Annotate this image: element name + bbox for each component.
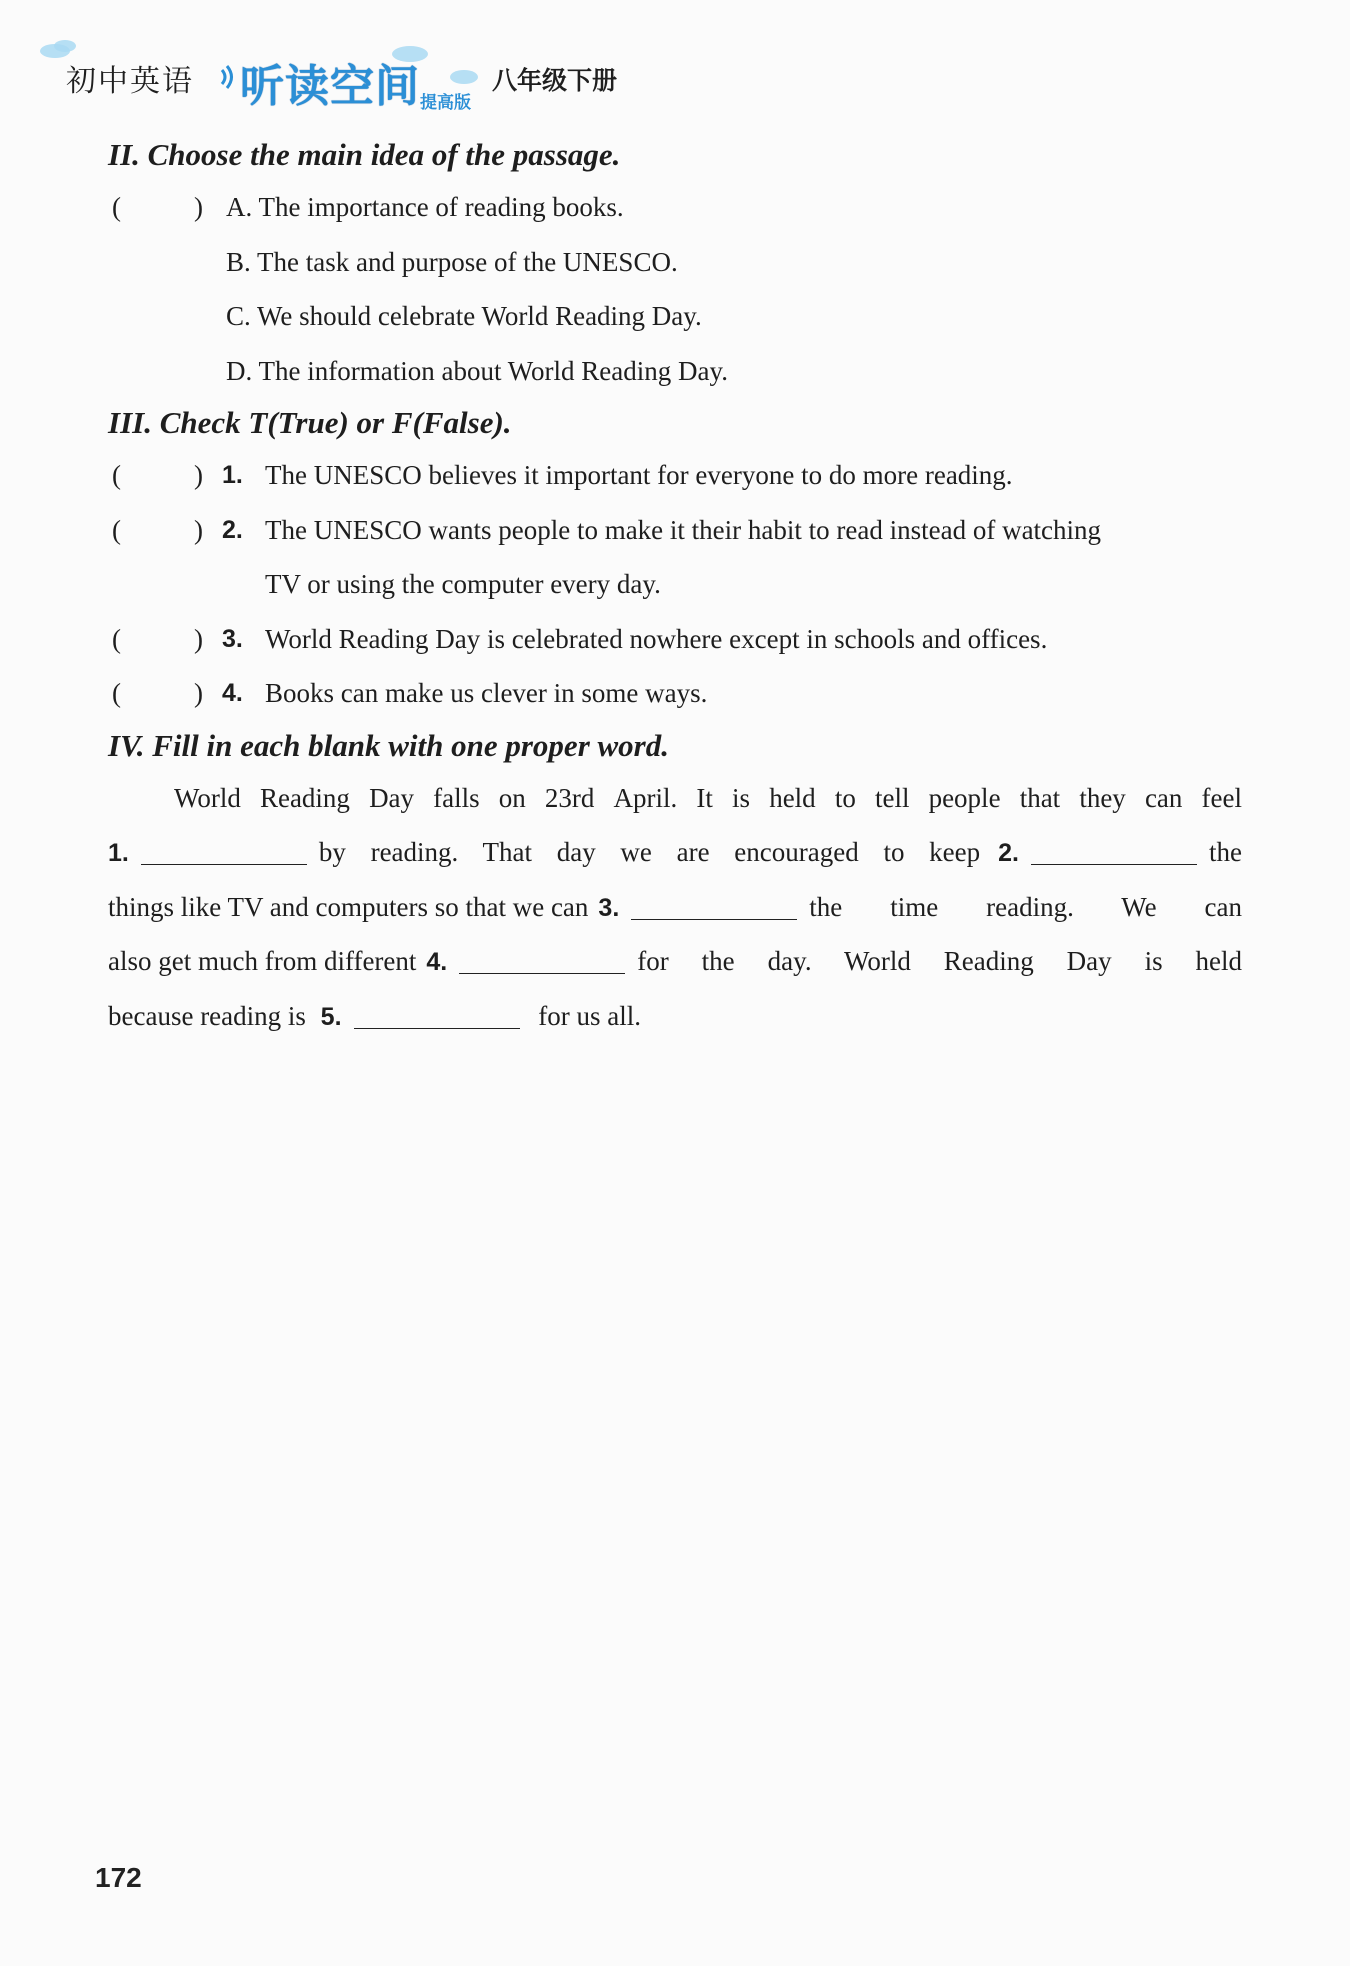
option-d: D. The information about World Reading Day. bbox=[226, 355, 728, 386]
answer-blank-1[interactable] bbox=[141, 834, 307, 865]
passage-text: for the day. World Reading Day is held bbox=[637, 946, 1242, 976]
tf-item: ( ) 1. The UNESCO believes it important for everyone to do more reading. bbox=[108, 448, 1242, 503]
tf-item: ( ) 2. The UNESCO wants people to make it their habit to read instead of watching bbox=[108, 503, 1242, 558]
blank-number: 3. bbox=[598, 893, 620, 922]
passage-word: is bbox=[732, 782, 751, 813]
passage-line bbox=[108, 771, 1242, 826]
option-c: C. We should celebrate World Reading Day. bbox=[226, 301, 702, 331]
passage-word: Reading bbox=[259, 782, 350, 813]
answer-blank-4[interactable] bbox=[459, 943, 625, 974]
passage-text: by reading. That day we are encouraged to keep bbox=[318, 837, 981, 867]
tf-item: ( ) 4. Books can make us clever in some ways. bbox=[108, 666, 1242, 721]
edition-label: 提高版 bbox=[420, 93, 471, 113]
passage-text: because reading is bbox=[108, 1000, 306, 1031]
option-row bbox=[108, 235, 1242, 290]
passage-word: that bbox=[1019, 782, 1061, 813]
section-3-title: III. Check T(True) or F(False). bbox=[108, 405, 512, 440]
passage-text: things like TV and computers so that we can bbox=[108, 891, 589, 922]
passage-word: Day bbox=[369, 782, 415, 813]
page-number: 172 bbox=[95, 1862, 142, 1893]
passage-word: people bbox=[928, 782, 1001, 813]
passage-text: also get much from different bbox=[108, 946, 417, 976]
passage-word: on bbox=[498, 782, 526, 813]
answer-blank-2[interactable] bbox=[1031, 834, 1197, 865]
option-row bbox=[108, 289, 1242, 344]
blank-number: 2. bbox=[998, 839, 1019, 867]
option-row bbox=[108, 344, 1242, 399]
grade-label: 八年级下册 bbox=[492, 66, 618, 95]
item-text: World Reading Day is celebrated nowhere except in schools and offices. bbox=[265, 623, 1048, 654]
blank-number: 1. bbox=[108, 839, 129, 867]
item-number: 2. bbox=[222, 515, 243, 544]
passage-word: It bbox=[696, 782, 713, 813]
section-4-title: IV. Fill in each blank with one proper word. bbox=[108, 727, 669, 763]
passage-line bbox=[108, 989, 1242, 1044]
passage-text: for us all. bbox=[538, 1000, 642, 1031]
passage-word: they bbox=[1079, 782, 1126, 813]
cloud-decoration bbox=[54, 40, 76, 52]
passage-word: to bbox=[834, 782, 856, 813]
item-text: The UNESCO wants people to make it their habit to read instead of watching bbox=[265, 514, 1102, 545]
exercise-content bbox=[108, 130, 1242, 1043]
passage-word: tell bbox=[874, 782, 910, 813]
answer-blank-3[interactable] bbox=[631, 889, 797, 920]
option-a: A. The importance of reading books. bbox=[226, 192, 624, 222]
item-text: Books can make us clever in some ways. bbox=[265, 678, 708, 708]
tf-item-continuation bbox=[108, 557, 1242, 612]
passage-word: feel bbox=[1201, 782, 1242, 813]
item-text: TV or using the computer every day. bbox=[265, 569, 661, 599]
brand-logo: 听读空间 bbox=[240, 61, 420, 112]
passage-word: April. bbox=[613, 782, 678, 813]
item-number: 4. bbox=[222, 679, 243, 707]
passage-line bbox=[108, 825, 1242, 880]
section-2-title: II. Choose the main idea of the passage. bbox=[108, 137, 621, 172]
answer-blank-5[interactable] bbox=[354, 998, 520, 1029]
tf-item: ( ) 3. World Reading Day is celebrated nowhere except in schools and offices. bbox=[108, 612, 1242, 667]
passage-word: can bbox=[1144, 782, 1183, 813]
blank-number: 5. bbox=[320, 1002, 342, 1031]
passage-word: held bbox=[769, 782, 816, 813]
cloud-decoration bbox=[450, 70, 478, 84]
passage-text: the bbox=[1209, 837, 1242, 867]
blank-number: 4. bbox=[426, 948, 448, 976]
sound-wave-icon bbox=[218, 60, 240, 94]
item-number: 1. bbox=[222, 461, 243, 489]
series-title: 初中英语 bbox=[66, 64, 194, 99]
option-b: B. The task and purpose of the UNESCO. bbox=[226, 246, 678, 277]
passage-word: falls bbox=[433, 782, 480, 813]
page-header bbox=[40, 40, 740, 120]
passage-word: World bbox=[174, 782, 241, 813]
option-row: ( ) A. The importance of reading books. bbox=[108, 180, 1242, 235]
passage-line bbox=[108, 934, 1242, 989]
passage-word: 23rd bbox=[544, 782, 595, 813]
item-number: 3. bbox=[222, 624, 243, 653]
item-text: The UNESCO believes it important for everyone to do more reading. bbox=[265, 460, 1013, 490]
passage-line bbox=[108, 880, 1242, 935]
passage-text: the time reading. We can bbox=[809, 891, 1242, 922]
